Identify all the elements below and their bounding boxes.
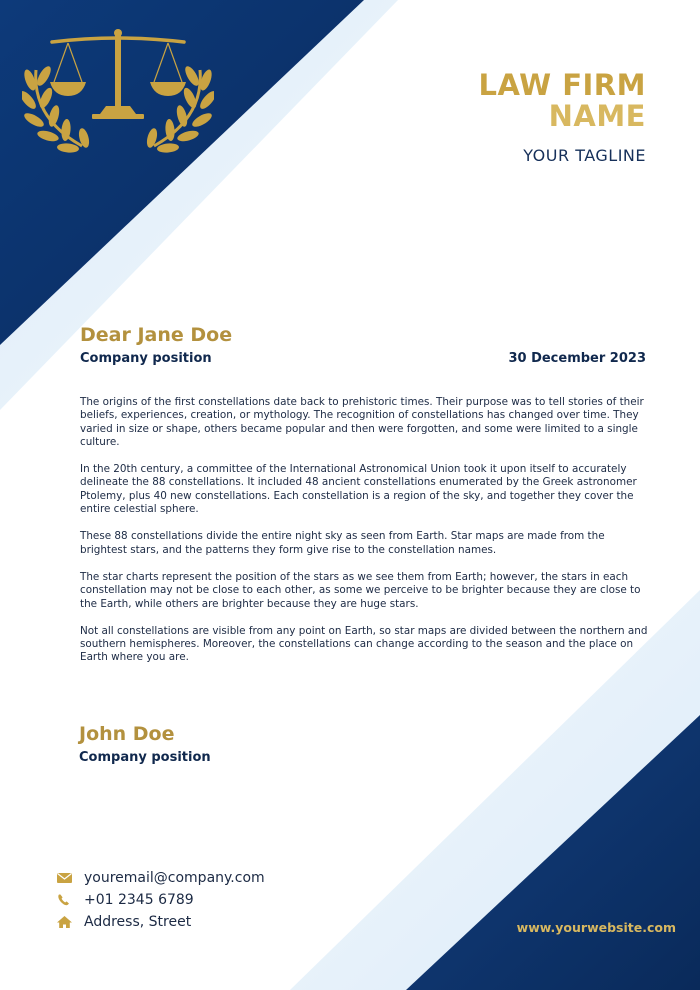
envelope-icon <box>56 871 73 885</box>
recipient-greeting: Dear Jane Doe <box>80 324 233 346</box>
body-paragraph: These 88 constellations divide the entire night sky as seen from Earth. Star maps are made from the brightest stars, and the patterns they form give rise to the constellation names. <box>80 530 605 556</box>
sender-position: Company position <box>79 750 211 765</box>
contact-address: Address, Street <box>84 914 192 930</box>
body-paragraph: The origins of the first constellations date back to prehistoric times. Their purpose was to tell stories of their beliefs, experiences, creation, or mythology. The recognition of constellations has changed over time. They varied in size or shape, others became popular and then were forgotten, and some were limited to a single culture. <box>80 396 644 448</box>
contact-block <box>56 867 265 933</box>
scales-of-justice-laurel-icon <box>22 28 214 158</box>
body-paragraph: In the 20th century, a committee of the International Astronomical Union took it upon itself to accurately delineate the 88 constellations. It included 48 ancient constellations enumerated by the Greek astronomer Ptolemy, plus 40 new constellations. Each constellation is a region of the sky, and together they cover the entire celestial sphere. <box>80 463 637 516</box>
body-paragraph: The star charts represent the position of the stars as we see them from Earth; however, the stars in each constellation may not be close to each other, as some we perceive to be brighter because they are close to the Earth, while others are brighter because they are huge stars. <box>80 570 641 610</box>
website-link[interactable]: www.yourwebsite.com <box>516 920 676 935</box>
contact-email[interactable]: youremail@company.com <box>84 870 265 886</box>
firm-tagline: YOUR TAGLINE <box>523 146 646 165</box>
contact-phone-row <box>56 889 265 911</box>
home-icon <box>56 915 73 929</box>
sender-name: John Doe <box>79 723 175 745</box>
contact-address-row <box>56 911 265 933</box>
firm-name <box>479 70 647 132</box>
recipient-position: Company position <box>80 351 212 366</box>
letter-body <box>80 396 648 679</box>
contact-email-row <box>56 867 265 889</box>
letter-date: 30 December 2023 <box>508 351 646 366</box>
contact-phone[interactable]: +01 2345 6789 <box>84 892 194 908</box>
firm-name-line-2: NAME <box>548 99 646 133</box>
phone-icon <box>56 893 73 907</box>
firm-name-line-1: LAW FIRM <box>478 68 646 102</box>
body-paragraph: Not all constellations are visible from any point on Earth, so star maps are divided between the northern and southern hemispheres. Moreover, the constellations can change according to the season and the place on Earth where you are. <box>80 624 648 664</box>
